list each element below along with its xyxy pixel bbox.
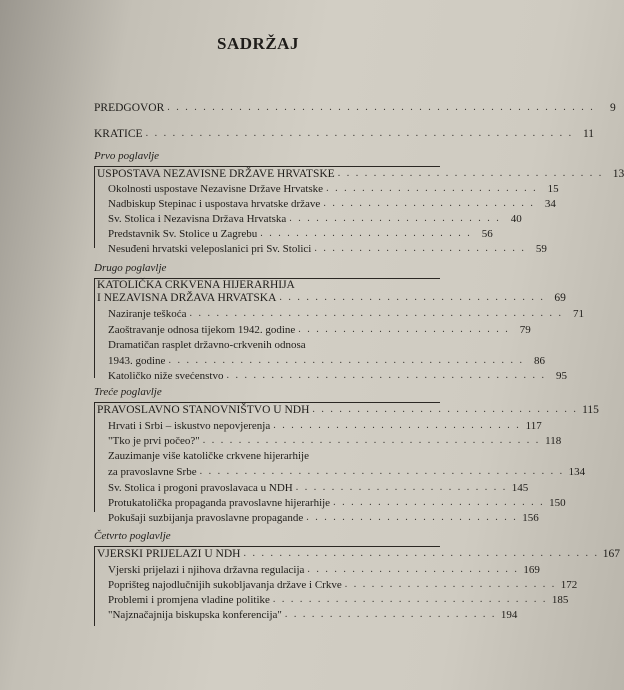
chapter-heading: USPOSTAVA NEZAVISNE DRŽAVE HRVATSKE . . . . . . . . . . . . . . . . . . . . . . . . . . . . . . 13: [97, 168, 624, 180]
toc-entry: Protukatolička propaganda pravoslavne hijerarhije . . . . . . . . . . . . . . . . . . . . . . . . 150: [108, 497, 566, 509]
chapter-heading-line1: KATOLIČKA CRKVENA HIJERARHIJA: [97, 279, 295, 291]
toc-entry: Okolnosti uspostave Nezavisne Države Hrvatske . . . . . . . . . . . . . . . . . . . . . . . . 15: [108, 183, 559, 195]
toc-entry: Zaoštravanje odnosa tijekom 1942. godine . . . . . . . . . . . . . . . . . . . . . . . . 79: [108, 324, 531, 336]
chapter-label: Treće poglavlje: [94, 386, 162, 398]
chapter-heading: I NEZAVISNA DRŽAVA HRVATSKA . . . . . . . . . . . . . . . . . . . . . . . . . . . . . . 69: [97, 292, 566, 304]
chapter-heading: VJERSKI PRIJELAZI U NDH . . . . . . . . . . . . . . . . . . . . . . . . . . . . . . . . . . . . . . . . 167: [97, 548, 620, 560]
chapter-rule-side: [94, 166, 95, 248]
toc-entry: Sv. Stolica i Nezavisna Država Hrvatska . . . . . . . . . . . . . . . . . . . . . . . . 40: [108, 213, 522, 225]
toc-entry: Sv. Stolica i progoni pravoslavaca u NDH . . . . . . . . . . . . . . . . . . . . . . . . 145: [108, 482, 529, 494]
toc-entry: za pravoslavne Srbe . . . . . . . . . . . . . . . . . . . . . . . . . . . . . . . . . . . . . . . . . 134: [108, 466, 586, 478]
toc-entry: Vjerski prijelazi i njihova državna regulacija . . . . . . . . . . . . . . . . . . . . . . . . 169: [108, 564, 540, 576]
chapter-rule-side: [94, 402, 95, 512]
toc-entry: Problemi i promjena vladine politike . . . . . . . . . . . . . . . . . . . . . . . . . . . . . . . 185: [108, 594, 569, 606]
toc-entry: Predstavnik Sv. Stolice u Zagrebu . . . . . . . . . . . . . . . . . . . . . . . . 56: [108, 228, 493, 240]
toc-entry: Nadbiskup Stepinac i uspostava hrvatske države . . . . . . . . . . . . . . . . . . . . . . . . 34: [108, 198, 556, 210]
chapter-label: Drugo poglavlje: [94, 262, 167, 274]
toc-entry-predgovor: PREDGOVOR . . . . . . . . . . . . . . . . . . . . . . . . . . . . . . . . . . . . . . . . . . . . . . . . 9: [94, 102, 616, 114]
page-title: SADRŽAJ: [217, 34, 299, 53]
chapter-heading: PRAVOSLAVNO STANOVNIŠTVO U NDH . . . . . . . . . . . . . . . . . . . . . . . . . . . . . . 115: [97, 404, 599, 416]
toc-entry: Poprišteg najodlučnijih sukobljavanja države i Crkve . . . . . . . . . . . . . . . . . . . . . . . . 172: [108, 579, 578, 591]
toc-entry-line1: Zauzimanje više katoličke crkvene hijerarhije: [108, 450, 309, 462]
chapter-label: Četvrto poglavlje: [94, 530, 171, 542]
toc-entry: 1943. godine . . . . . . . . . . . . . . . . . . . . . . . . . . . . . . . . . . . . . . . . 86: [108, 355, 545, 367]
toc-entry: Pokušaji suzbijanja pravoslavne propagande . . . . . . . . . . . . . . . . . . . . . . . . 156: [108, 512, 539, 524]
chapter-label: Prvo poglavlje: [94, 150, 160, 162]
toc-entry: "Tko je prvi počeo?" . . . . . . . . . . . . . . . . . . . . . . . . . . . . . . . . . . . . . . 118: [108, 435, 562, 447]
toc-entry-line1: Dramatičan rasplet državno-crkvenih odnosa: [108, 339, 306, 351]
chapter-rule-side: [94, 278, 95, 378]
chapter-rule-side: [94, 546, 95, 626]
toc-entry-kratice: KRATICE . . . . . . . . . . . . . . . . . . . . . . . . . . . . . . . . . . . . . . . . . . . . . . . . 11: [94, 128, 595, 140]
toc-entry: Nesuđeni hrvatski veleposlanici pri Sv. Stolici . . . . . . . . . . . . . . . . . . . . . . . . 59: [108, 243, 547, 255]
toc-entry: Naziranje teškoća . . . . . . . . . . . . . . . . . . . . . . . . . . . . . . . . . . . . . . . . . . 71: [108, 308, 584, 320]
toc-entry: Katoličko niže svećenstvo . . . . . . . . . . . . . . . . . . . . . . . . . . . . . . . . . . . . 95: [108, 370, 567, 382]
toc-entry: "Najznačajnija biskupska konferencija" . . . . . . . . . . . . . . . . . . . . . . . . 194: [108, 609, 518, 621]
toc-entry: Hrvati i Srbi – iskustvo nepovjerenja . . . . . . . . . . . . . . . . . . . . . . . . . . . . 117: [108, 420, 542, 432]
